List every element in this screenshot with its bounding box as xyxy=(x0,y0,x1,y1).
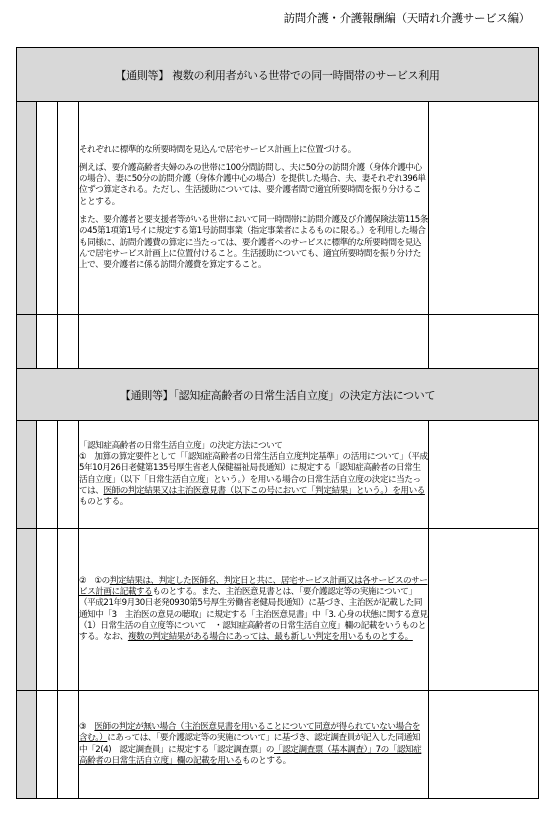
margin-cell xyxy=(17,421,37,529)
document-header-title: 訪問介護・介護報酬編（天晴れ介護サービス編） xyxy=(283,11,530,25)
section2-block-1 xyxy=(79,421,429,529)
margin-cell xyxy=(37,102,58,315)
underlined-text-run: 「認定調査票（基本調査）」7の「認知症高齢者の日常生活自立度」欄の記載を用いる xyxy=(79,744,422,766)
section1-paragraph-2: 例えば、要介護高齢者夫婦のみの世帯に100分間訪問し、夫に50分の訪問介護（身体介護中心の場合）、妻に50分の訪問介護（身体介護中心の場合）を提供した場合、夫、妻それぞれ396単位ずつ算定される。ただし、生活援助については、要介護者間で適宜所要時間を振り分けることとする。 xyxy=(79,162,426,207)
notes-cell xyxy=(429,315,539,369)
empty-body-cell xyxy=(79,315,429,369)
section2-row-1 xyxy=(17,421,539,529)
text-run: にあっては、「要介護認定等の実施について」に基づき、認定調査員が記入した同通知中「2(4) 認定調査員」に規定する「認定調査票」の xyxy=(79,733,420,755)
section2-block-3 xyxy=(79,691,429,799)
text-run: ものとする。 xyxy=(79,497,128,508)
text-run: ① 加算の算定要件として「「認知症高齢者の日常生活自立度判定基準」の活用について」（平成5年10月26日老健第135号厚生省老人保健福祉局長通知）に規定する「認知症高齢者の日常生活自立度」（以下「日常生活自立度」という。）を用いる場合の日常生活自立度の決定に当たっては、 xyxy=(79,451,428,496)
document-table xyxy=(16,47,539,799)
section2-block-1-title: 「認知症高齢者の日常生活自立度」の決定方法について xyxy=(79,440,283,451)
section2-block-2 xyxy=(79,529,429,691)
underlined-text-run: 判定結果は、判定した医師名、判定日と共に、居宅サービス計画又は各サービスのサービス計画に記載する xyxy=(79,575,428,597)
notes-cell xyxy=(429,529,539,691)
underlined-text-run: 医師の判定結果又は主治医意見書（以下この号において「判定結果」という。）を用いる xyxy=(103,485,425,496)
notes-cell xyxy=(429,691,539,799)
section1-paragraph-3: また、要介護者と要支援者等がいる世帯において同一時間帯に訪問介護及び介護保険法第115条の45第1項第1号イに規定する第1号訪問事業（指定事業者によるものに限る。）を利用した場合も同様に、訪問介護費の算定に当たっては、要介護者へのサービスに標準的な所要時間を見込んで居宅サービス計画上に位置付けること。生活援助についても、適宜所要時間を振り分けた上で、要介護者に係る訪問介護費を算定すること。 xyxy=(79,215,428,271)
section2-block-1-text xyxy=(79,452,428,508)
margin-cell xyxy=(58,421,79,529)
text-run: ものとする。 xyxy=(241,755,291,766)
margin-cell xyxy=(17,529,37,691)
margin-cell xyxy=(17,315,37,369)
section2-heading-row xyxy=(17,369,539,421)
underlined-text-run: 医師の判定が無い場合（主治医意見書を用いることについて同意が得られていない場合を含む。） xyxy=(79,721,420,744)
section2-row-3 xyxy=(17,691,539,799)
margin-cell xyxy=(17,102,37,315)
section1-heading-row xyxy=(17,48,539,102)
section2-block-2-text xyxy=(79,576,428,644)
margin-cell xyxy=(58,529,79,691)
section1-content-row xyxy=(17,102,539,315)
underlined-text-run: 複数の判定結果がある場合にあっては、最も新しい判定を用いるものとする。 xyxy=(127,632,413,643)
notes-cell xyxy=(429,421,539,529)
margin-cell xyxy=(58,315,79,369)
margin-cell xyxy=(58,691,79,799)
section2-row-2 xyxy=(17,529,539,691)
section1-paragraph-1: それぞれに標準的な所要時間を見込んで居宅サービス計画上に位置づける。 xyxy=(79,144,356,155)
margin-cell xyxy=(58,102,79,315)
margin-cell xyxy=(17,691,37,799)
text-run: ③ xyxy=(79,721,95,732)
margin-cell xyxy=(37,315,58,369)
text-run: ② ①の xyxy=(79,575,110,586)
margin-cell xyxy=(37,691,58,799)
text-run: ものとする。また、主治医意見書とは、「要介護認定等の実施について」（平成21年9月30日老発0930第5号厚生労働省老健局長通知）に基づき、主治医が記載した同通知中「3 主治医の意見の聴取」に規定する「主治医意見書」中「3. 心身の状態に関する意見（1）日常生活の自立度等について ・認知症高齢者の日常生活自立度」欄の記載をいうものとする。なお、 xyxy=(79,586,428,643)
section1-heading: 【通則等】 複数の利用者がいる世帯での同一時間帯のサービス利用 xyxy=(17,48,539,102)
notes-cell xyxy=(429,102,539,315)
section1-body xyxy=(79,102,429,315)
margin-cell xyxy=(37,421,58,529)
section1-empty-row xyxy=(17,315,539,369)
section2-block-3-text xyxy=(79,722,428,767)
section2-heading: 【通則等】「認知症高齢者の日常生活自立度」の決定方法について xyxy=(17,369,539,421)
margin-cell xyxy=(37,529,58,691)
